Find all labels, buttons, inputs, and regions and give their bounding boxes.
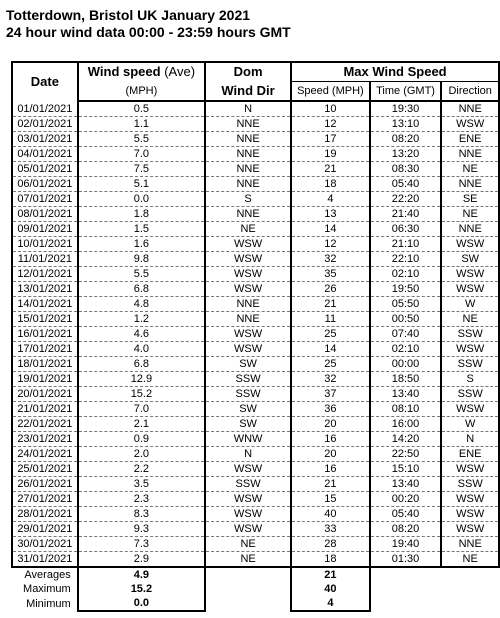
summary-empty-cell [441,596,499,611]
wind-speed-cell: 2.9 [78,552,205,568]
max-dir-cell: NNE [441,147,499,162]
table-row [12,447,499,462]
date-cell: 19/01/2021 [12,372,78,387]
dom-dir-cell: NNE [205,297,291,312]
date-cell: 25/01/2021 [12,462,78,477]
date-cell: 01/01/2021 [12,101,78,117]
time-cell: 05:40 [370,177,442,192]
max-dir-cell: S [441,372,499,387]
date-cell: 28/01/2021 [12,507,78,522]
wind-speed-cell: 7.3 [78,537,205,552]
wind-speed-cell: 1.5 [78,222,205,237]
table-row [12,267,499,282]
time-cell: 00:00 [370,357,442,372]
dom-dir-cell: NE [205,537,291,552]
table-row [12,207,499,222]
max-speed-cell: 18 [291,552,370,568]
table-row [12,297,499,312]
max-speed-cell: 25 [291,327,370,342]
header-date: Date [12,62,78,101]
wind-speed-cell: 0.5 [78,101,205,117]
wind-speed-cell: 8.3 [78,507,205,522]
table-row [12,132,499,147]
date-cell: 07/01/2021 [12,192,78,207]
summary-rows [12,567,499,611]
dom-dir-cell: SSW [205,372,291,387]
wind-speed-cell: 6.8 [78,282,205,297]
table-row [12,372,499,387]
time-cell: 21:40 [370,207,442,222]
max-dir-cell: NE [441,312,499,327]
date-cell: 17/01/2021 [12,342,78,357]
max-speed-cell: 15 [291,492,370,507]
max-speed-cell: 37 [291,387,370,402]
max-dir-cell: W [441,417,499,432]
wind-speed-cell: 1.6 [78,237,205,252]
date-cell: 11/01/2021 [12,252,78,267]
date-cell: 27/01/2021 [12,492,78,507]
time-cell: 14:20 [370,432,442,447]
table-row [12,222,499,237]
time-cell: 21:10 [370,237,442,252]
summary-row [12,582,499,596]
max-speed-cell: 19 [291,147,370,162]
dom-dir-cell: SSW [205,387,291,402]
time-cell: 16:00 [370,417,442,432]
wind-speed-cell: 1.1 [78,117,205,132]
wind-speed-cell: 9.3 [78,522,205,537]
max-dir-cell: WSW [441,117,499,132]
time-cell: 13:20 [370,147,442,162]
dom-dir-cell: WSW [205,507,291,522]
dom-dir-cell: NNE [205,147,291,162]
dom-dir-cell: NNE [205,132,291,147]
dom-dir-cell: WSW [205,237,291,252]
summary-max: 40 [291,582,370,596]
time-cell: 13:40 [370,477,442,492]
max-speed-cell: 10 [291,101,370,117]
time-cell: 22:50 [370,447,442,462]
max-dir-cell: SSW [441,357,499,372]
time-cell: 15:10 [370,462,442,477]
wind-speed-cell: 0.9 [78,432,205,447]
max-speed-cell: 21 [291,297,370,312]
dom-dir-cell: SSW [205,477,291,492]
max-dir-cell: WSW [441,492,499,507]
dom-dir-cell: WSW [205,267,291,282]
time-cell: 08:20 [370,522,442,537]
wind-speed-cell: 7.0 [78,147,205,162]
dom-dir-cell: SW [205,417,291,432]
max-speed-cell: 40 [291,507,370,522]
wind-speed-cell: 15.2 [78,387,205,402]
header-direction: Direction [441,82,499,102]
wind-speed-cell: 7.0 [78,402,205,417]
date-cell: 03/01/2021 [12,132,78,147]
dom-dir-cell: NE [205,552,291,568]
dom-dir-cell: NNE [205,207,291,222]
date-cell: 26/01/2021 [12,477,78,492]
max-speed-cell: 28 [291,537,370,552]
dom-dir-cell: WSW [205,492,291,507]
max-dir-cell: WSW [441,282,499,297]
date-cell: 30/01/2021 [12,537,78,552]
table-row [12,357,499,372]
summary-speed: 4.9 [78,567,205,582]
dom-dir-cell: S [205,192,291,207]
max-speed-cell: 26 [291,282,370,297]
time-cell: 07:40 [370,327,442,342]
time-cell: 13:10 [370,117,442,132]
wind-speed-cell: 4.6 [78,327,205,342]
max-speed-cell: 16 [291,432,370,447]
time-cell: 18:50 [370,372,442,387]
header-wind-speed: Wind speed (Ave) [78,62,205,82]
table-row [12,432,499,447]
summary-speed: 0.0 [78,596,205,611]
table-row [12,402,499,417]
max-speed-cell: 35 [291,267,370,282]
table-row [12,237,499,252]
header-wind-dir: Wind Dir [205,82,291,102]
max-dir-cell: W [441,297,499,312]
max-dir-cell: NNE [441,222,499,237]
time-cell: 08:10 [370,402,442,417]
dom-dir-cell: WSW [205,462,291,477]
summary-empty-cell [205,567,291,582]
summary-empty-cell [441,567,499,582]
max-dir-cell: WSW [441,462,499,477]
summary-empty-cell [370,596,442,611]
max-dir-cell: NE [441,552,499,568]
max-dir-cell: ENE [441,447,499,462]
dom-dir-cell: WSW [205,252,291,267]
table-row [12,327,499,342]
summary-row [12,596,499,611]
header-speed-mph: Speed (MPH) [291,82,370,102]
date-cell: 08/01/2021 [12,207,78,222]
report-subtitle: 24 hour wind data 00:00 - 23:59 hours GMT [6,24,291,40]
dom-dir-cell: NE [205,222,291,237]
max-dir-cell: SSW [441,387,499,402]
summary-row [12,567,499,582]
time-cell: 05:50 [370,297,442,312]
max-speed-cell: 20 [291,447,370,462]
max-speed-cell: 12 [291,117,370,132]
dom-dir-cell: NNE [205,117,291,132]
date-cell: 06/01/2021 [12,177,78,192]
max-speed-cell: 25 [291,357,370,372]
wind-speed-cell: 4.0 [78,342,205,357]
header-dom: Dom [205,62,291,82]
date-cell: 31/01/2021 [12,552,78,568]
table-row [12,417,499,432]
dom-dir-cell: WSW [205,522,291,537]
time-cell: 02:10 [370,267,442,282]
dom-dir-cell: N [205,101,291,117]
max-speed-cell: 21 [291,477,370,492]
table-row [12,252,499,267]
date-cell: 09/01/2021 [12,222,78,237]
wind-speed-cell: 4.8 [78,297,205,312]
time-cell: 19:30 [370,101,442,117]
max-speed-cell: 13 [291,207,370,222]
date-cell: 10/01/2021 [12,237,78,252]
date-cell: 05/01/2021 [12,162,78,177]
time-cell: 02:10 [370,342,442,357]
max-speed-cell: 12 [291,237,370,252]
max-dir-cell: NE [441,162,499,177]
table-row [12,387,499,402]
max-speed-cell: 14 [291,342,370,357]
summary-label: Maximum [23,583,71,595]
time-cell: 19:50 [370,282,442,297]
dom-dir-cell: SW [205,402,291,417]
wind-speed-cell: 12.9 [78,372,205,387]
date-cell: 15/01/2021 [12,312,78,327]
max-dir-cell: NNE [441,537,499,552]
table-row [12,147,499,162]
wind-speed-cell: 5.5 [78,267,205,282]
date-cell: 21/01/2021 [12,402,78,417]
wind-speed-cell: 1.2 [78,312,205,327]
max-dir-cell: ENE [441,132,499,147]
dom-dir-cell: NNE [205,162,291,177]
table-row [12,552,499,568]
dom-dir-cell: NNE [205,312,291,327]
time-cell: 13:40 [370,387,442,402]
wind-speed-cell: 2.0 [78,447,205,462]
max-speed-cell: 32 [291,372,370,387]
summary-label: Minimum [26,597,71,610]
wind-speed-cell: 5.1 [78,177,205,192]
wind-speed-cell: 5.5 [78,132,205,147]
date-cell: 14/01/2021 [12,297,78,312]
date-cell: 13/01/2021 [12,282,78,297]
date-cell: 24/01/2021 [12,447,78,462]
header-wind-speed-ave: (Ave) [160,64,196,80]
time-cell: 01:30 [370,552,442,568]
max-speed-cell: 11 [291,312,370,327]
max-dir-cell: WSW [441,402,499,417]
wind-speed-cell: 2.3 [78,492,205,507]
wind-data-table [11,61,500,612]
table-row [12,192,499,207]
wind-speed-cell: 6.8 [78,357,205,372]
table-row [12,312,499,327]
table-row [12,507,499,522]
wind-speed-cell: 1.8 [78,207,205,222]
max-dir-cell: NNE [441,177,499,192]
max-dir-cell: SW [441,252,499,267]
dom-dir-cell: NNE [205,177,291,192]
header-time-gmt: Time (GMT) [370,82,442,102]
summary-empty-cell [370,582,442,596]
daily-rows [12,101,499,567]
date-cell: 16/01/2021 [12,327,78,342]
max-dir-cell: SSW [441,327,499,342]
max-speed-cell: 33 [291,522,370,537]
date-cell: 04/01/2021 [12,147,78,162]
max-speed-cell: 17 [291,132,370,147]
max-speed-cell: 32 [291,252,370,267]
max-speed-cell: 16 [291,462,370,477]
max-dir-cell: WSW [441,342,499,357]
date-cell: 12/01/2021 [12,267,78,282]
time-cell: 06:30 [370,222,442,237]
summary-empty-cell [441,582,499,596]
time-cell: 05:40 [370,507,442,522]
max-speed-cell: 18 [291,177,370,192]
table-row [12,342,499,357]
max-dir-cell: SE [441,192,499,207]
wind-speed-cell: 7.5 [78,162,205,177]
table-row [12,462,499,477]
dom-dir-cell: WSW [205,282,291,297]
dom-dir-cell: WSW [205,327,291,342]
wind-speed-cell: 2.1 [78,417,205,432]
date-cell: 20/01/2021 [12,387,78,402]
table-row [12,282,499,297]
time-cell: 00:50 [370,312,442,327]
header-mph: (MPH) [78,82,205,102]
header-max-wind-speed: Max Wind Speed [291,62,499,82]
dom-dir-cell: WNW [205,432,291,447]
summary-empty-cell [205,582,291,596]
table-row [12,117,499,132]
time-cell: 00:20 [370,492,442,507]
table-row [12,101,499,117]
wind-speed-cell: 0.0 [78,192,205,207]
date-cell: 02/01/2021 [12,117,78,132]
dom-dir-cell: N [205,447,291,462]
table-row [12,522,499,537]
max-dir-cell: WSW [441,267,499,282]
max-dir-cell: NNE [441,101,499,117]
max-speed-cell: 21 [291,162,370,177]
table-row [12,492,499,507]
max-speed-cell: 14 [291,222,370,237]
max-dir-cell: N [441,432,499,447]
max-dir-cell: NE [441,207,499,222]
date-cell: 23/01/2021 [12,432,78,447]
table-row [12,162,499,177]
max-speed-cell: 36 [291,402,370,417]
date-cell: 29/01/2021 [12,522,78,537]
report-title: Totterdown, Bristol UK January 2021 [6,7,251,23]
dom-dir-cell: SW [205,357,291,372]
max-speed-cell: 4 [291,192,370,207]
time-cell: 19:40 [370,537,442,552]
wind-speed-cell: 9.8 [78,252,205,267]
time-cell: 08:30 [370,162,442,177]
max-dir-cell: SSW [441,477,499,492]
date-cell: 22/01/2021 [12,417,78,432]
wind-speed-cell: 2.2 [78,462,205,477]
max-dir-cell: WSW [441,522,499,537]
date-cell: 18/01/2021 [12,357,78,372]
max-speed-cell: 20 [291,417,370,432]
summary-empty-cell [370,567,442,582]
time-cell: 22:10 [370,252,442,267]
summary-label: Averages [24,569,71,581]
summary-max: 4 [291,596,370,611]
summary-speed: 15.2 [78,582,205,596]
summary-max: 21 [291,567,370,582]
time-cell: 22:20 [370,192,442,207]
max-dir-cell: WSW [441,237,499,252]
dom-dir-cell: WSW [205,342,291,357]
summary-empty-cell [205,596,291,611]
table-row [12,177,499,192]
table-row [12,477,499,492]
time-cell: 08:20 [370,132,442,147]
wind-speed-cell: 3.5 [78,477,205,492]
table-row [12,537,499,552]
max-dir-cell: WSW [441,507,499,522]
